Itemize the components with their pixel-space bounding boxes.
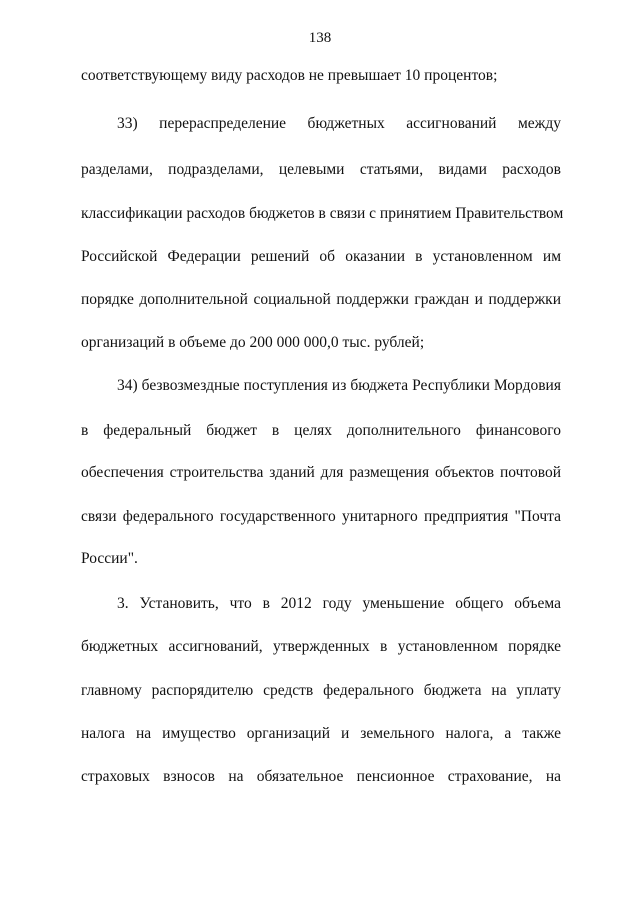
page-number: 138 (308, 30, 332, 46)
text-line: страховых взносов на обязательное пенсионное страхование, на (81, 768, 561, 785)
text-line: классификации расходов бюджетов в связи с принятием Правительством (81, 205, 564, 222)
text-line: 3. Установить, что в 2012 году уменьшение общего объема (117, 595, 561, 612)
text-line: 34) безвозмездные поступления из бюджета Республики Мордовия (117, 377, 561, 394)
text-line: разделами, подразделами, целевыми статьями, видами расходов (81, 161, 561, 178)
text-line: России". (81, 550, 138, 567)
text-line: главному распорядителю средств федерального бюджета на уплату (81, 682, 561, 699)
text-line: соответствующему виду расходов не превышает 10 процентов; (81, 67, 498, 84)
text-line: налога на имущество организаций и земельного налога, а также (81, 725, 561, 742)
text-line: связи федерального государственного унитарного предприятия "Почта (81, 508, 561, 525)
text-line: Российской Федерации решений об оказании в установленном им (81, 248, 561, 265)
text-line: в федеральный бюджет в целях дополнительного финансового (81, 422, 561, 439)
text-line: порядке дополнительной социальной поддержки граждан и поддержки (81, 291, 561, 308)
text-line: обеспечения строительства зданий для размещения объектов почтовой (81, 464, 561, 481)
text-line: бюджетных ассигнований, утвержденных в установленном порядке (81, 638, 561, 655)
text-line: 33) перераспределение бюджетных ассигнований между (117, 115, 561, 132)
text-line: организаций в объеме до 200 000 000,0 тыс. рублей; (81, 334, 425, 351)
